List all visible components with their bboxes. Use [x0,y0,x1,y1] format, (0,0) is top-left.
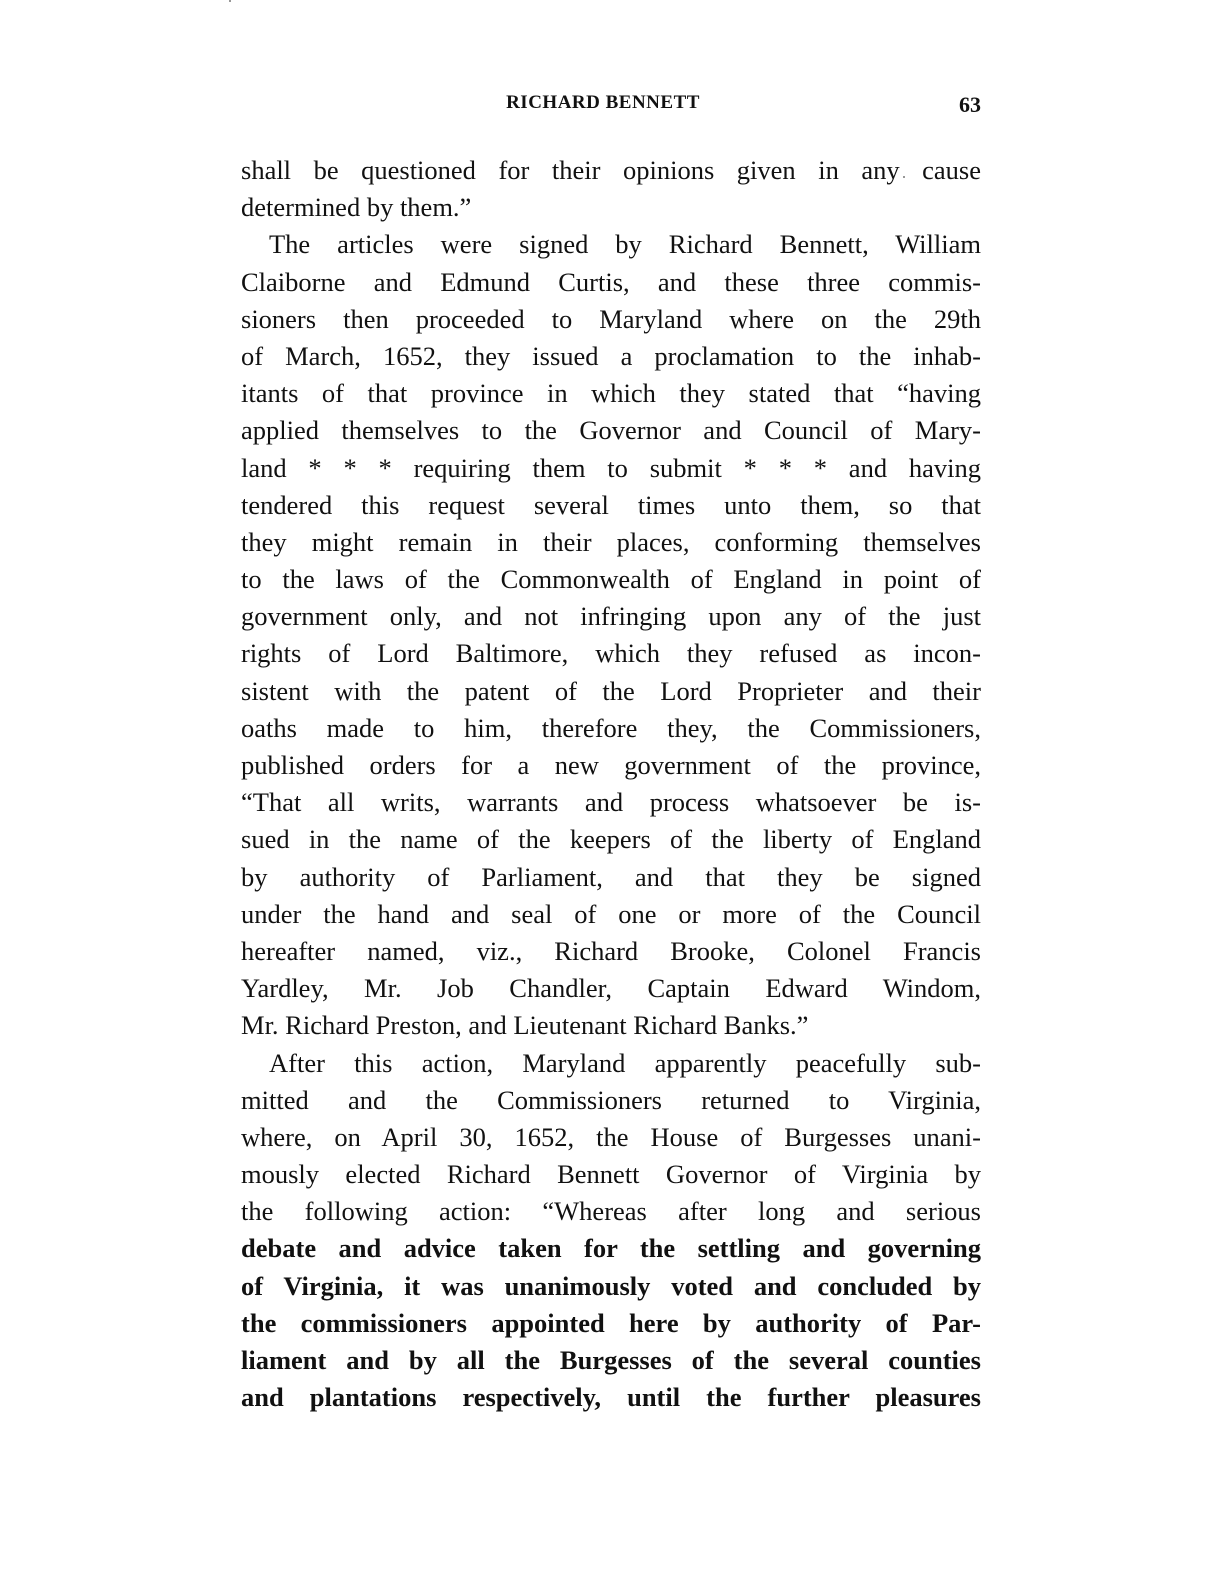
text-line: liament and by all the Burgesses of the several counties [241,1345,981,1375]
text-line: and plantations respectively, until the further pleasures [241,1382,981,1413]
text-line: applied themselves to the Governor and Council of Mary- [241,415,981,446]
running-title: RICHARD BENNETT [506,92,700,113]
text-line: by authority of Parliament, and that they be signed [241,861,981,892]
text-line: of March, 1652, they issued a proclamation to the inhab- [241,340,981,371]
text-line: the commissioners appointed here by authority of Par- [241,1307,981,1338]
text-line: of Virginia, it was unanimously voted and concluded by [241,1270,981,1301]
text-line: tendered this request several times unto them, so that [241,489,981,520]
body-text [241,152,981,1416]
text-line: determined by them.” [241,192,472,223]
text-line: hereafter named, viz., Richard Brooke, Colonel Francis [241,935,981,966]
text-line: sued in the name of the keepers of the liberty of England [241,824,981,855]
text-line: sistent with the patent of the Lord Proprieter and their [241,675,981,706]
text-line: to the laws of the Commonwealth of England in point of [241,564,981,595]
text-line: itants of that province in which they stated that “having [241,378,981,409]
text-line: where, on April 30, 1652, the House of Burgesses unani- [241,1121,981,1152]
running-head [241,92,981,122]
text-line: debate and advice taken for the settling and governing [241,1233,981,1264]
paragraph-start-line: After this action, Maryland apparently peacefully sub- [269,1047,981,1078]
text-line: “That all writs, warrants and process whatsoever be is- [241,787,981,818]
text-line: under the hand and seal of one or more of the Council [241,898,981,929]
text-line: oaths made to him, therefore they, the Commissioners, [241,712,981,743]
text-line: mitted and the Commissioners returned to Virginia, [241,1084,981,1115]
text-line: mously elected Richard Bennett Governor of Virginia by [241,1159,981,1190]
text-line: they might remain in their places, conforming themselves [241,526,981,557]
text-line: Yardley, Mr. Job Chandler, Captain Edward Windom, [241,973,981,1004]
text-line: sioners then proceeded to Maryland where on the 29th [241,303,981,334]
text-line: the following action: “Whereas after long and serious [241,1196,981,1227]
paragraph-start-line: The articles were signed by Richard Bennett, William [269,229,981,260]
text-line: government only, and not infringing upon any of the just [241,601,981,632]
text-line: Mr. Richard Preston, and Lieutenant Richard Banks.” [241,1010,809,1041]
text-line: rights of Lord Baltimore, which they refused as incon- [241,638,981,669]
page-number: 63 [959,92,981,117]
text-line: Claiborne and Edmund Curtis, and these three commis- [241,266,981,297]
scan-speck [229,0,231,2]
text-line: shall be questioned for their opinions given in any cause [241,155,981,185]
text-line: published orders for a new government of the province, [241,750,981,780]
text-line: land * * * requiring them to submit * * * and having [241,452,981,483]
